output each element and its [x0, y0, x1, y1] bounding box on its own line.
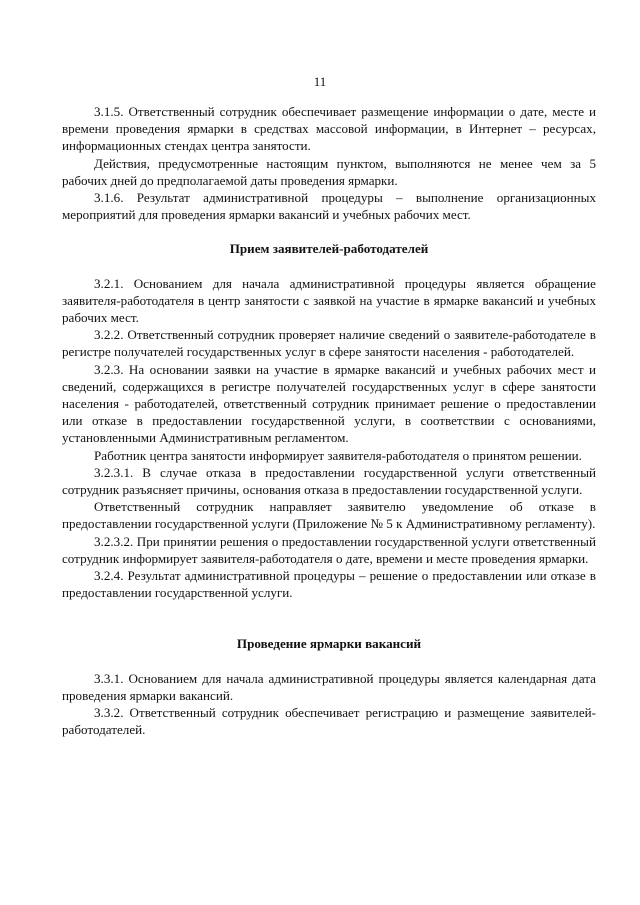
paragraph-refusal-notice: Ответственный сотрудник направляет заявителю уведомление об отказе в предоставлении государственной услуги (Приложение № 5 к Административному регламенту).: [62, 499, 596, 532]
paragraph-actions-deadline: Действия, предусмотренные настоящим пунктом, выполняются не менее чем за 5 рабочих дней до предполагаемой даты проведения ярмарки.: [62, 155, 596, 188]
section-heading-applicants: Прием заявителей-работодателей: [229, 241, 429, 257]
paragraph-3-2-3: 3.2.3. На основании заявки на участие в ярмарке вакансий и учебных рабочих мест и сведений, содержащихся в регистре получателей государственных услуг в сфере занятости населения - работодателей, ответственный сотрудник принимает решение о предоставлении или отказе в предоставлении государственной услуги, в соответствии с основаниями, установленными Административным регламентом.: [62, 361, 596, 446]
paragraph-3-3-2: 3.3.2. Ответственный сотрудник обеспечивает регистрацию и размещение заявителей-работодателей.: [62, 705, 596, 738]
document-body: [62, 103, 596, 739]
page-number: 11: [313, 74, 327, 89]
paragraph-3-1-6: 3.1.6. Результат административной процедуры – выполнение организационных мероприятий для проведения ярмарки вакансий и учебных рабочих мест.: [62, 190, 596, 223]
paragraph-3-2-1: 3.2.1. Основанием для начала административной процедуры является обращение заявителя-работодателя в центр занятости с заявкой на участие в ярмарке вакансий и учебных рабочих мест.: [62, 275, 596, 326]
paragraph-3-3-1: 3.3.1. Основанием для начала административной процедуры является календарная дата проведения ярмарки вакансий.: [62, 670, 596, 703]
paragraph-3-2-2: 3.2.2. Ответственный сотрудник проверяет наличие сведений о заявителе-работодателе в регистре получателей государственных услуг в сфере занятости населения - работодателей.: [62, 327, 596, 360]
paragraph-inform-decision: Работник центра занятости информирует заявителя-работодателя о принятом решении.: [94, 447, 582, 463]
paragraph-3-2-4: 3.2.4. Результат административной процедуры – решение о предоставлении или отказе в предоставлении государственной услуги.: [62, 568, 596, 601]
section-heading-fair: Проведение ярмарки вакансий: [236, 636, 422, 652]
paragraph-3-2-3-2: 3.2.3.2. При принятии решения о предоставлении государственной услуги ответственный сотрудник информирует заявителя-работодателя о дате, времени и месте проведения ярмарки.: [62, 533, 596, 566]
paragraph-3-1-5: 3.1.5. Ответственный сотрудник обеспечивает размещение информации о дате, месте и времени проведения ярмарки в средствах массовой информации, в Интернет – ресурсах, информационных стендах центра занятости.: [62, 104, 596, 154]
paragraph-3-2-3-1: 3.2.3.1. В случае отказа в предоставлении государственной услуги ответственный сотрудник разъясняет причины, основания отказа в предоставлении государственной услуги.: [62, 464, 596, 498]
